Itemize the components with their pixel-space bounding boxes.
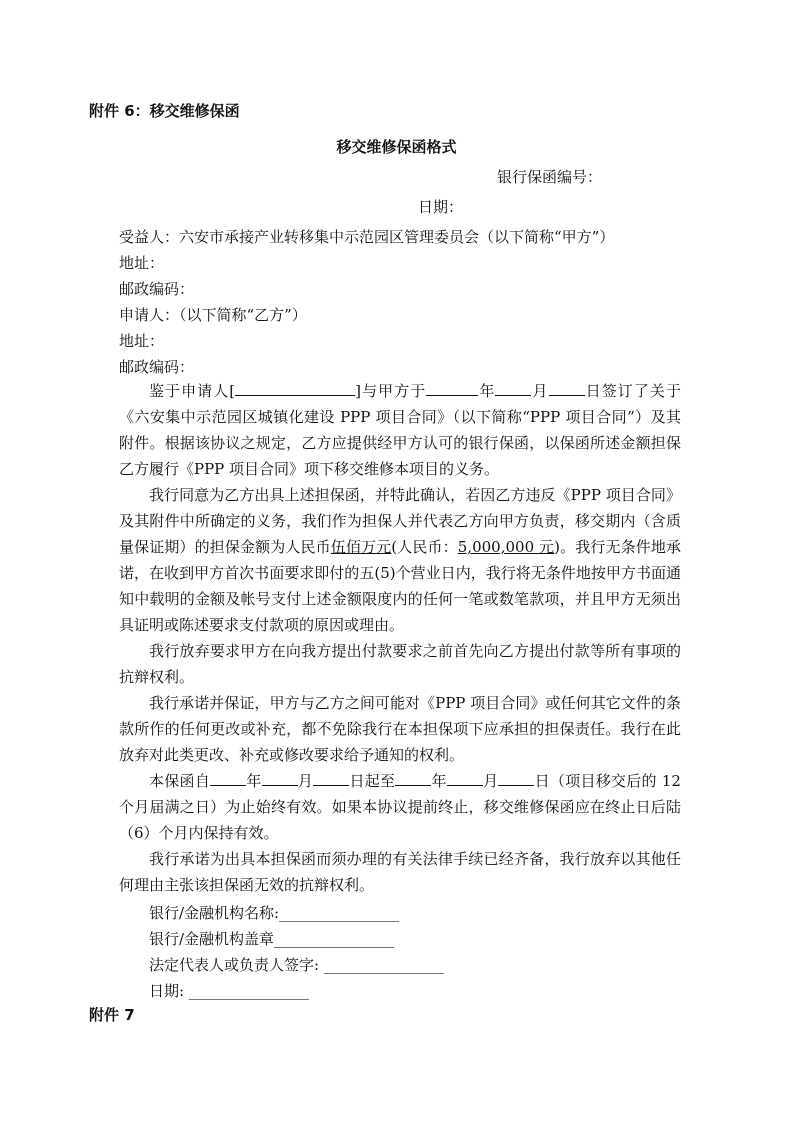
end-month-blank <box>447 771 483 786</box>
start-year-blank <box>210 771 246 786</box>
end-year-blank <box>395 771 431 786</box>
validity-text-3: 月 <box>297 772 314 790</box>
paragraph-validity <box>119 768 681 846</box>
guarantee-number-label: 银行保函编号： <box>497 168 603 186</box>
day-blank <box>549 381 585 396</box>
year-blank <box>426 381 478 396</box>
validity-text-2: 年 <box>246 772 262 790</box>
validity-text-4: 日起至 <box>349 772 396 790</box>
bank-name-field: 银行/金融机构名称:________________ <box>149 904 400 922</box>
bank-seal-field: 银行/金融机构盖章________________ <box>149 930 395 948</box>
recital-text-3: 年 <box>478 382 496 400</box>
legal-representative-signature-field: 法定代表人或负责人签字: ________________ <box>149 956 444 974</box>
guarantee-text-3: )。我行无条件地承诺，在收到甲方首次书面要求即付的五(5)个营业日内，我行将无条件地按甲方书面通知中载明的金额及帐号支付上述金额限度内的任何一笔或数笔款项，并且甲方无须出具证明或陈述要求支付款项的原因或理由。 <box>119 538 681 634</box>
date-label: 日期： <box>418 198 464 216</box>
validity-text-5: 年 <box>431 772 447 790</box>
end-day-blank <box>498 771 534 786</box>
paragraph-guarantee-amount <box>119 482 681 638</box>
applicant-line: 申请人：（以下简称“乙方”） <box>119 306 307 324</box>
next-attachment-heading: 附件 7 <box>89 1006 135 1024</box>
applicant-address-label: 地址： <box>119 332 165 350</box>
beneficiary-address-label: 地址： <box>119 254 165 272</box>
guarantee-text-1: 我行同意为乙方出具上述担保函，并特此确认，若因乙方违反《PPP 项目合同》及其附件中所确定的义务，我们作为担保人并代表乙方向甲方负责，移交期内（含质量保证期）的担保金额为人民币 <box>119 486 681 556</box>
applicant-postcode-label: 邮政编码： <box>119 358 195 376</box>
amount-in-figures: 5,000,000 元 <box>457 538 555 556</box>
paragraph-legal-procedures: 我行承诺为出具本担保函而须办理的有关法律手续已经齐备，我行放弃以其他任何理由主张该担保函无效的抗辩权利。 <box>119 850 681 894</box>
recital-text-1: 鉴于申请人[ <box>149 382 236 400</box>
guarantee-text-2: (人民币： <box>391 538 458 556</box>
validity-text-7: 日（项目移交后的 12 个月届满之日）为止始终有效。如果本协议提前终止，移交维修保函应在终止日后陆（6）个月内保持有效。 <box>119 772 681 842</box>
signature-date-field: 日期: ________________ <box>149 982 309 1000</box>
beneficiary-postcode-label: 邮政编码： <box>119 280 195 298</box>
attachment-heading: 附件 6：移交维修保函 <box>89 102 240 120</box>
validity-text-6: 月 <box>482 772 499 790</box>
paragraph-recital <box>119 378 681 482</box>
recital-text-2: ]与甲方于 <box>355 382 427 400</box>
beneficiary-line: 受益人：六安市承接产业转移集中示范园区管理委员会（以下简称“甲方”） <box>119 228 615 246</box>
month-blank <box>495 381 531 396</box>
document-title: 移交维修保函格式 <box>336 138 457 156</box>
applicant-name-blank <box>235 381 355 396</box>
paragraph-waiver: 我行放弃要求甲方在向我方提出付款要求之前首先向乙方提出付款等所有事项的抗辩权利。 <box>119 642 681 686</box>
paragraph-amendments: 我行承诺并保证，甲方与乙方之间可能对《PPP 项目合同》或任何其它文件的条款所作的任何更改或补充，都不免除我行在本担保项下应承担的担保责任。我行在此放弃对此类更改、补充或修改要求给予通知的权利。 <box>119 694 681 764</box>
recital-text-4: 月 <box>531 382 549 400</box>
start-day-blank <box>313 771 349 786</box>
start-month-blank <box>262 771 298 786</box>
validity-text-1: 本保函自 <box>149 772 211 790</box>
amount-in-words: 伍佰万元 <box>330 538 392 556</box>
recital-text-5: 日签订了关于《六安集中示范园区城镇化建设 PPP 项目合同》（以下简称“PPP 项目合同”）及其附件。根据该协议之规定，乙方应提供经甲方认可的银行保函，以保函所述金额担保乙方履行《PPP 项目合同》项下移交维修本项目的义务。 <box>119 382 681 478</box>
